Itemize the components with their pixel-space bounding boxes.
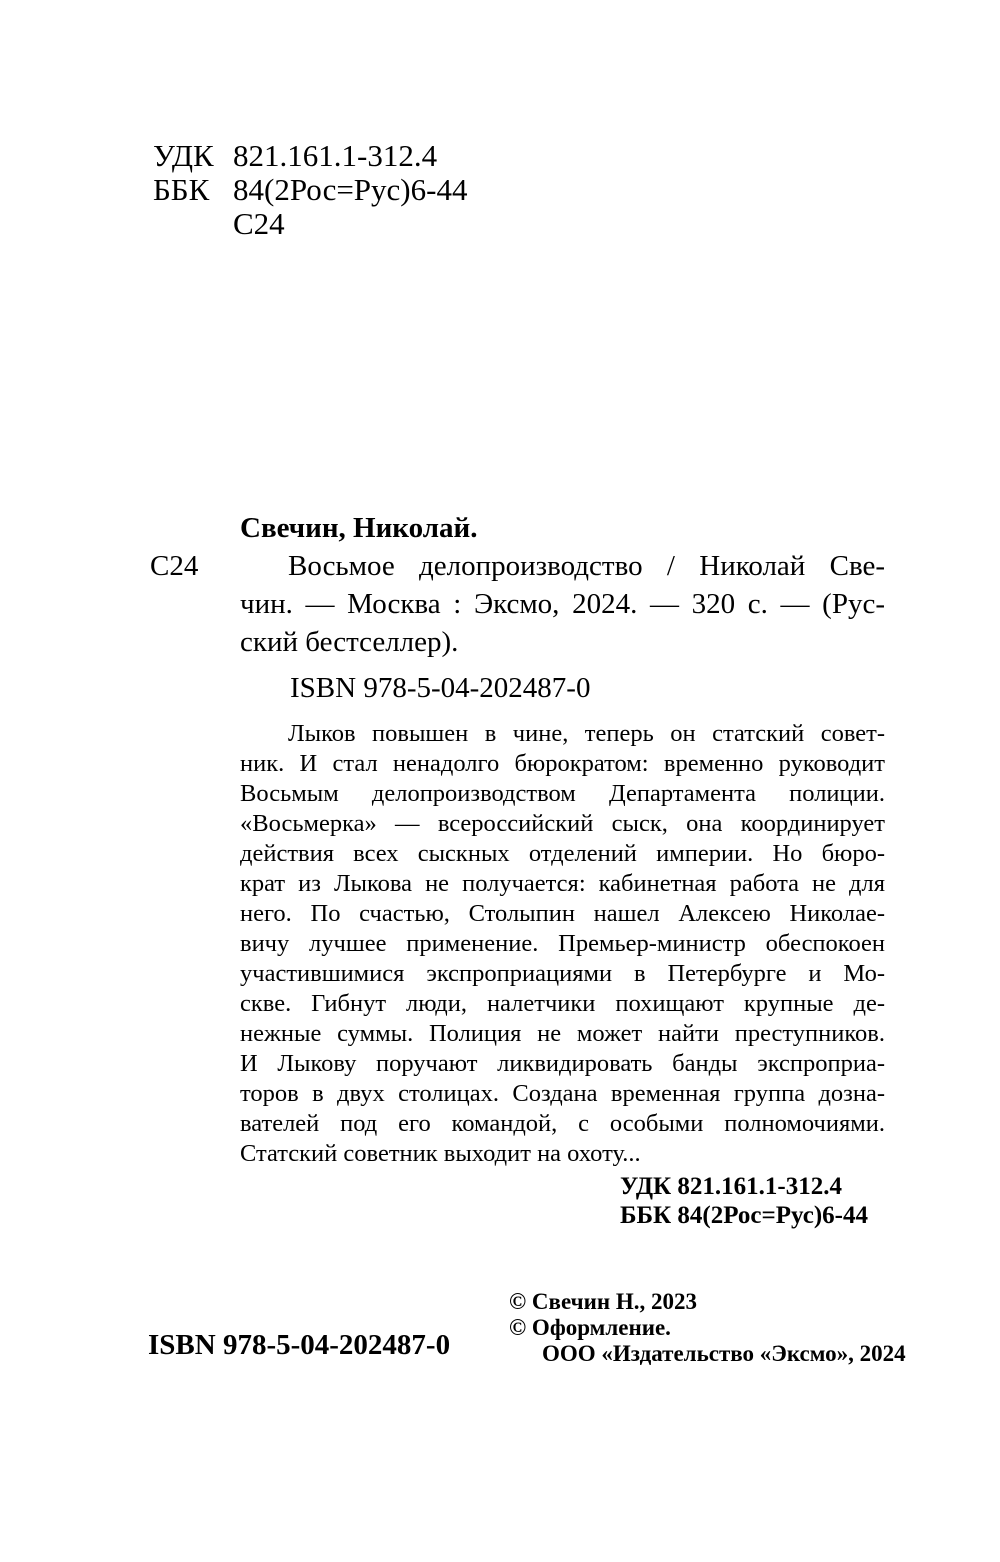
bottom-classification-codes [620, 1172, 868, 1230]
isbn-bottom: ISBN 978-5-04-202487-0 [148, 1329, 451, 1361]
annotation-line: нежные суммы. Полиция не может найти преступников. [240, 1020, 885, 1047]
annotation-line: вателей под его командой, с особыми полномочиями. [240, 1110, 885, 1137]
annotation-line: вичу лучшее применение. Премьер-министр обеспокоен [240, 930, 885, 957]
top-classification-codes [153, 139, 467, 241]
udk-code-bold: УДК 821.161.1-312.4 [620, 1173, 842, 1200]
code-label: ББК [153, 172, 210, 207]
description-line: Восьмое делопроизводство / Николай Све- [288, 550, 885, 582]
annotation-line: участившимися экспроприациями в Петербурге и Мо- [240, 960, 885, 987]
author-sign-code: С24 [150, 550, 199, 582]
annotation-line: Лыков повышен в чине, теперь он статский совет- [288, 720, 885, 747]
annotation-line: «Восьмерка» — всероссийский сыск, она координирует [240, 810, 885, 837]
annotation-line: крат из Лыкова не получается: кабинетная работа не для [240, 870, 885, 897]
annotation-line: него. По счастью, Столыпин нашел Алексею Николае- [240, 900, 885, 927]
code-value: С24 [233, 206, 285, 241]
catalog-card [150, 509, 885, 1169]
isbn-catalog: ISBN 978-5-04-202487-0 [290, 672, 591, 704]
annotation-line: торов в двух столицах. Создана временная группа дозна- [240, 1080, 885, 1107]
annotation [240, 719, 885, 1169]
annotation-line: скве. Гибнут люди, налетчики похищают крупные де- [240, 990, 885, 1017]
catalog-description [240, 547, 885, 661]
code-row [153, 173, 467, 207]
description-line: чин. — Москва : Эксмо, 2024. — 320 с. — (Рус- [240, 588, 885, 620]
annotation-line: И Лыкову поручают ликвидировать банды экспроприа- [240, 1050, 885, 1077]
annotation-line: Восьмым делопроизводством Департамента полиции. [240, 780, 885, 807]
code-value: 84(2Рос=Рус)6-44 [233, 172, 468, 207]
annotation-line: ник. И стал ненадолго бюрократом: временно руководит [240, 750, 885, 777]
code-row [153, 139, 467, 173]
author-heading: Свечин, Николай. [240, 512, 478, 544]
annotation-line: действия всех сыскных отделений империи. Но бюро- [240, 840, 885, 867]
code-label [153, 207, 233, 241]
copyright-line: © Оформление. [509, 1315, 671, 1340]
description-line: ский бестселлер). [240, 626, 459, 658]
code-label: УДК [153, 138, 214, 173]
code-value: 821.161.1-312.4 [233, 138, 438, 173]
copyright-block [509, 1289, 906, 1367]
annotation-line: Статский советник выходит на охоту... [240, 1140, 641, 1167]
code-row [153, 207, 467, 241]
copyright-line: ООО «Издательство «Эксмо», 2024 [542, 1341, 906, 1366]
bbk-code-bold: ББК 84(2Рос=Рус)6-44 [620, 1202, 868, 1229]
copyright-line: © Свечин Н., 2023 [509, 1289, 697, 1314]
